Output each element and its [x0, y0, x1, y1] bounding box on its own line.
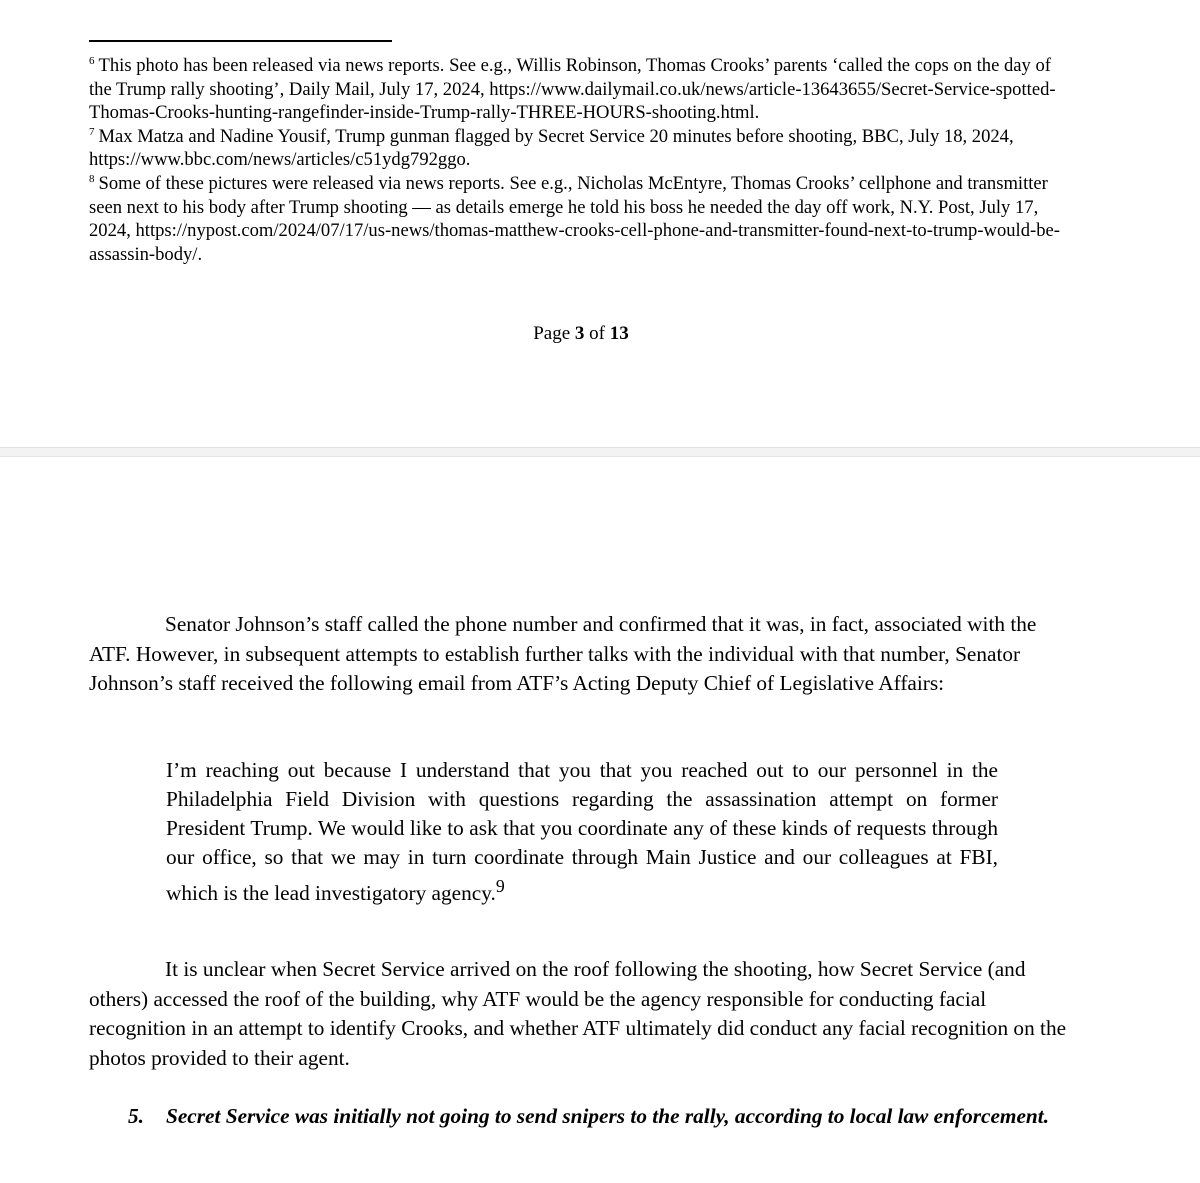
section-heading: [128, 1102, 1088, 1131]
footnotes: [89, 54, 1069, 266]
section-heading-text: Secret Service was initially not going to send snipers to the rally, according to local law enforcement.: [166, 1104, 1050, 1128]
body-paragraph-2: It is unclear when Secret Service arrived on the roof following the shooting, how Secret Service (and others) accessed the roof of the building, why ATF would be the agency responsible for conducting facial recognition in an attempt to identify Crooks, and whether ATF ultimately did conduct any facial recognition on the photos provided to their agent.: [89, 957, 1067, 1070]
footnote-7: [89, 125, 1069, 172]
footnote-text: Max Matza and Nadine Yousif, Trump gunman flagged by Secret Service 20 minutes before shooting, BBC, July 18, 2024, https://www.bbc.com/news/articles/c51ydg792ggo.: [89, 125, 1014, 171]
footnote-reference: 9: [495, 876, 505, 896]
body-paragraph-1: Senator Johnson’s staff called the phone number and confirmed that it was, in fact, associated with the ATF. However, in subsequent attempts to establish further talks with the individual with that number, Senator Johnson’s staff received the following email from ATF’s Acting Deputy Chief of Legislative Affairs:: [89, 612, 1037, 695]
footnote-text: Some of these pictures were released via news reports. See e.g., Nicholas McEntyre, Thomas Crooks’ cellphone and transmitter seen next to his body after Trump shooting — as details emerge he told his boss he needed the day off work, N.Y. Post, July 17, 2024, https://nypost.com/2024/07/17/us-news/thomas-matthew-crooks-cell-phone-and-transmitter-found-next-to-trump-would-be-assassin-body/.: [89, 172, 1060, 265]
page-break: [0, 447, 1200, 457]
block-quote-text: I’m reaching out because I understand that you that you reached out to our personnel in the Philadelphia Field Division with questions regarding the assassination attempt on former President Trump. We would like to ask that you coordinate any of these kinds of requests through our office, so that we may in turn coordinate through Main Justice and our colleagues at FBI, which is the lead investigatory agency.: [166, 758, 998, 906]
page-number-separator: of: [589, 323, 605, 344]
footnote-text: This photo has been released via news reports. See e.g., Willis Robinson, Thomas Crooks’ parents ‘called the cops on the day of the Trump rally shooting’, Daily Mail, July 17, 2024, https://www.dailymail.co.uk/news/article-13643655/Secret-Service-spotted-Thomas-Crooks-hunting-rangefinder-inside-Trump-rally-THREE-HOURS-shooting.html.: [89, 55, 1056, 124]
footnote-number: 7: [89, 125, 95, 138]
footnote-6: [89, 54, 1069, 125]
footnote-number: 6: [89, 55, 95, 68]
page-number-prefix: Page: [533, 323, 571, 344]
footnote-separator: [89, 40, 392, 42]
section-heading-number: 5.: [128, 1104, 144, 1128]
document-page-bottom: [0, 457, 1200, 1183]
block-quote: [166, 756, 998, 908]
document-page-top: [0, 0, 1200, 447]
page-number-current: 3: [574, 323, 585, 344]
page-number: [0, 323, 1162, 345]
footnote-8: [89, 172, 1069, 266]
page-number-total: 13: [609, 323, 629, 344]
footnote-number: 8: [89, 173, 95, 186]
